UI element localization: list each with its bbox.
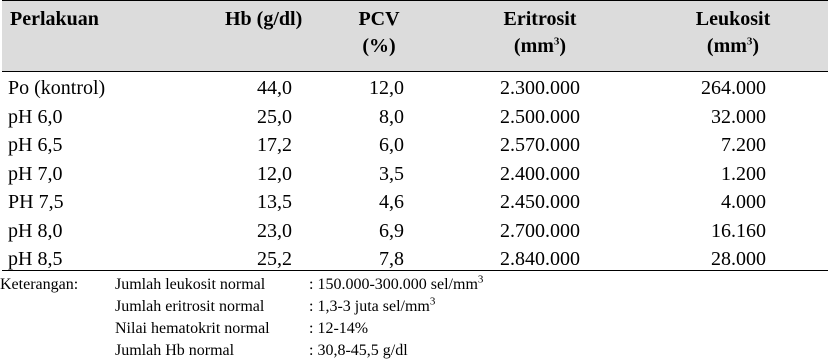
cell-pcv: 6,9 [379, 219, 404, 242]
note-name: Jumlah eritrosit normal [115, 298, 265, 315]
cell-leukosit: 28.000 [711, 248, 766, 270]
cell-hb: 25,2 [257, 248, 292, 270]
cell-eritrosit: 2.300.000 [500, 77, 580, 99]
cell-pcv: 7,8 [379, 248, 404, 270]
cell-perlakuan: pH 6,5 [8, 134, 63, 156]
cell-pcv: 8,0 [379, 105, 404, 128]
header-rule [2, 71, 828, 72]
bottom-rule [2, 270, 828, 271]
cell-perlakuan: pH 7,0 [8, 162, 63, 185]
cell-eritrosit: 2.840.000 [500, 248, 580, 270]
cell-leukosit: 264.000 [701, 77, 766, 99]
cell-eritrosit: 2.700.000 [500, 219, 580, 242]
cell-perlakuan: pH 8,5 [8, 248, 63, 270]
notes-label: Keterangan: [0, 276, 79, 293]
header-eritrosit-unit: $(mm^3)$ [513, 35, 567, 57]
cell-hb: 12,0 [257, 162, 292, 185]
header-perlakuan: Perlakuan [10, 8, 99, 30]
cell-perlakuan: Po (kontrol) [8, 77, 106, 99]
cell-hb: 13,5 [257, 191, 292, 213]
cell-pcv: 12,0 [369, 77, 404, 99]
cell-leukosit: 7.200 [721, 134, 766, 156]
header-pcv: PCV [358, 8, 400, 30]
cell-eritrosit: 2.500.000 [500, 105, 580, 128]
cell-perlakuan: pH 6,0 [8, 105, 63, 128]
note-value: : 30,8-45,5 g/dl [309, 342, 408, 359]
cell-pcv: 4,6 [379, 191, 404, 213]
note-name: Jumlah Hb normal [115, 342, 235, 359]
note-value: : 150.000-300.000 sel/$mm^3$ [309, 273, 484, 293]
cell-eritrosit: 2.570.000 [500, 134, 580, 156]
cell-eritrosit: 2.450.000 [500, 191, 580, 213]
cell-hb: 44,0 [257, 77, 292, 99]
header-leukosit-unit: $(mm^3)$ [706, 35, 760, 57]
header-leukosit: Leukosit [695, 8, 771, 30]
cell-hb: 17,2 [257, 134, 292, 156]
header-hb: Hb (g/dl) [225, 8, 303, 30]
cell-eritrosit: 2.400.000 [500, 162, 580, 185]
cell-leukosit: 32.000 [711, 105, 766, 128]
note-name: Jumlah leukosit normal [115, 276, 266, 293]
cell-leukosit: 1.200 [721, 162, 766, 185]
header-pcv-unit: (%) [362, 35, 396, 57]
cell-perlakuan: PH 7,5 [8, 191, 64, 213]
cell-pcv: 3,5 [379, 162, 404, 185]
cell-perlakuan: pH 8,0 [8, 219, 63, 242]
top-rule [2, 0, 828, 1]
header-eritrosit: Eritrosit [503, 8, 577, 30]
cell-leukosit: 16.160 [711, 219, 766, 242]
cell-hb: 23,0 [257, 219, 292, 242]
cell-leukosit: 4.000 [721, 191, 766, 213]
cell-pcv: 6,0 [379, 134, 404, 156]
note-name: Nilai hematokrit normal [115, 320, 270, 337]
note-value: : 12-14% [309, 320, 369, 337]
note-value: : 1,3-3 juta sel/$mm^3$ [309, 295, 436, 315]
cell-hb: 25,0 [257, 105, 292, 128]
